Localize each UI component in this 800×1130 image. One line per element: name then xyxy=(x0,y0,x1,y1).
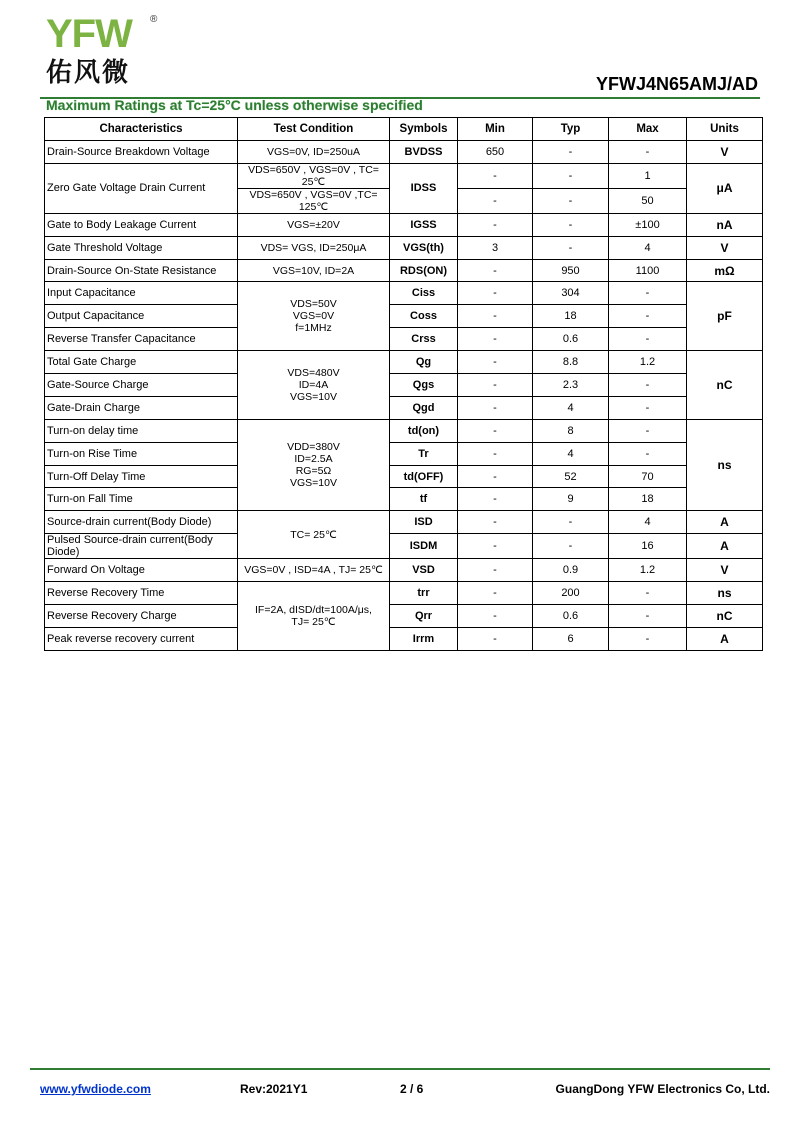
max-cell: - xyxy=(609,442,687,465)
table-row xyxy=(45,374,763,397)
min-cell: - xyxy=(458,465,533,488)
table-row xyxy=(45,328,763,351)
column-header: Characteristics xyxy=(45,118,238,141)
characteristic-cell: Turn-Off Delay Time xyxy=(45,465,238,488)
max-cell: 18 xyxy=(609,488,687,511)
company-logo xyxy=(46,14,166,94)
table-row xyxy=(45,488,763,511)
condition-cell xyxy=(238,582,390,651)
table-row xyxy=(45,259,763,282)
typ-cell: 6 xyxy=(533,627,609,650)
typ-cell: - xyxy=(533,213,609,236)
condition-cell xyxy=(238,419,390,511)
characteristic-cell: Drain-Source On-State Resistance xyxy=(45,259,238,282)
characteristic-cell: Pulsed Source-drain current(Body Diode) xyxy=(45,534,238,559)
unit-cell: ns xyxy=(687,582,763,605)
typ-cell: 304 xyxy=(533,282,609,305)
symbol-cell: td(OFF) xyxy=(390,465,458,488)
unit-cell: V xyxy=(687,559,763,582)
condition-cell: VGS=0V, ID=250uA xyxy=(238,140,390,163)
condition-cell: TC= 25℃ xyxy=(238,511,390,559)
min-cell: - xyxy=(458,419,533,442)
unit-cell: A xyxy=(687,511,763,534)
characteristic-cell: Reverse Recovery Time xyxy=(45,582,238,605)
characteristic-cell: Reverse Transfer Capacitance xyxy=(45,328,238,351)
max-cell: 4 xyxy=(609,236,687,259)
max-cell: 1100 xyxy=(609,259,687,282)
max-cell: ±100 xyxy=(609,213,687,236)
characteristic-cell: Forward On Voltage xyxy=(45,559,238,582)
min-cell: - xyxy=(458,213,533,236)
condition-cell: VDS=650V , VGS=0V ,TC= 125℃ xyxy=(238,188,390,213)
table-row xyxy=(45,236,763,259)
column-header: Min xyxy=(458,118,533,141)
table-row xyxy=(45,140,763,163)
table-row xyxy=(45,605,763,628)
unit-cell: V xyxy=(687,140,763,163)
typ-cell: - xyxy=(533,188,609,213)
logo-chinese-name: 佑风微 xyxy=(46,58,131,88)
logo-letters: YFW xyxy=(46,12,132,56)
min-cell: 650 xyxy=(458,140,533,163)
min-cell: - xyxy=(458,582,533,605)
typ-cell: 0.6 xyxy=(533,605,609,628)
max-cell: - xyxy=(609,605,687,628)
symbol-cell: ISDM xyxy=(390,534,458,559)
min-cell: - xyxy=(458,305,533,328)
unit-cell: ns xyxy=(687,419,763,511)
min-cell: - xyxy=(458,605,533,628)
typ-cell: 8.8 xyxy=(533,351,609,374)
characteristic-cell: Zero Gate Voltage Drain Current xyxy=(45,163,238,213)
unit-cell: μA xyxy=(687,163,763,213)
condition-cell: VDS= VGS, ID=250μA xyxy=(238,236,390,259)
characteristic-cell: Turn-on Fall Time xyxy=(45,488,238,511)
typ-cell: 4 xyxy=(533,396,609,419)
table-row xyxy=(45,627,763,650)
unit-cell: V xyxy=(687,236,763,259)
typ-cell: - xyxy=(533,534,609,559)
symbol-cell: Qgs xyxy=(390,374,458,397)
table-row xyxy=(45,465,763,488)
min-cell: - xyxy=(458,559,533,582)
characteristic-cell: Gate Threshold Voltage xyxy=(45,236,238,259)
symbol-cell: RDS(ON) xyxy=(390,259,458,282)
website-link[interactable]: www.yfwdiode.com xyxy=(40,1082,151,1096)
max-cell: 16 xyxy=(609,534,687,559)
typ-cell: 8 xyxy=(533,419,609,442)
table-row xyxy=(45,351,763,374)
table-row xyxy=(45,419,763,442)
symbol-cell: VSD xyxy=(390,559,458,582)
condition-line: ID=4A xyxy=(298,378,329,391)
characteristic-cell: Gate-Drain Charge xyxy=(45,396,238,419)
table-header-row xyxy=(45,118,763,141)
condition-cell: VGS=0V , ISD=4A , TJ= 25℃ xyxy=(238,559,390,582)
condition-cell: VDS=650V , VGS=0V , TC= 25℃ xyxy=(238,163,390,188)
symbol-cell: Tr xyxy=(390,442,458,465)
characteristic-cell: Output Capacitance xyxy=(45,305,238,328)
max-cell: 50 xyxy=(609,188,687,213)
symbol-cell: Qgd xyxy=(390,396,458,419)
symbol-cell: Crss xyxy=(390,328,458,351)
company-name: GuangDong YFW Electronics Co, Ltd. xyxy=(555,1082,770,1096)
typ-cell: - xyxy=(533,236,609,259)
condition-line: IF=2A, dISD/dt=100A/μs, xyxy=(255,603,372,616)
min-cell: - xyxy=(458,282,533,305)
max-cell: 1.2 xyxy=(609,351,687,374)
unit-cell: nC xyxy=(687,351,763,420)
table-row xyxy=(45,511,763,534)
condition-line: VGS=0V xyxy=(292,310,335,323)
unit-cell: mΩ xyxy=(687,259,763,282)
characteristic-cell: Input Capacitance xyxy=(45,282,238,305)
characteristic-cell: Gate-Source Charge xyxy=(45,374,238,397)
max-cell: 70 xyxy=(609,465,687,488)
condition-line: VGS=10V xyxy=(290,477,337,490)
characteristic-cell: Reverse Recovery Charge xyxy=(45,605,238,628)
typ-cell: 18 xyxy=(533,305,609,328)
characteristic-cell: Turn-on delay time xyxy=(45,419,238,442)
min-cell: - xyxy=(458,374,533,397)
section-title: Maximum Ratings at Tc=25°C unless otherwise specified xyxy=(46,97,423,113)
table-row xyxy=(45,442,763,465)
condition-line: TJ= 25℃ xyxy=(291,615,336,628)
min-cell: - xyxy=(458,534,533,559)
max-cell: 1.2 xyxy=(609,559,687,582)
max-cell: - xyxy=(609,282,687,305)
max-cell: 4 xyxy=(609,511,687,534)
typ-cell: 4 xyxy=(533,442,609,465)
typ-cell: 950 xyxy=(533,259,609,282)
column-header: Units xyxy=(687,118,763,141)
typ-cell: 52 xyxy=(533,465,609,488)
table-row xyxy=(45,305,763,328)
max-cell: - xyxy=(609,419,687,442)
min-cell: - xyxy=(458,627,533,650)
min-cell: - xyxy=(458,511,533,534)
characteristic-cell: Drain-Source Breakdown Voltage xyxy=(45,140,238,163)
symbol-cell: tf xyxy=(390,488,458,511)
symbol-cell: VGS(th) xyxy=(390,236,458,259)
typ-cell: 200 xyxy=(533,582,609,605)
symbol-cell: Coss xyxy=(390,305,458,328)
max-cell: - xyxy=(609,140,687,163)
max-cell: - xyxy=(609,328,687,351)
min-cell: - xyxy=(458,396,533,419)
min-cell: - xyxy=(458,488,533,511)
condition-cell: VGS=10V, ID=2A xyxy=(238,259,390,282)
unit-cell: nA xyxy=(687,213,763,236)
electrical-characteristics-table xyxy=(44,117,763,651)
symbol-cell: Qg xyxy=(390,351,458,374)
min-cell: - xyxy=(458,442,533,465)
condition-line: f=1MHz xyxy=(295,322,332,335)
typ-cell: 0.6 xyxy=(533,328,609,351)
characteristic-cell: Gate to Body Leakage Current xyxy=(45,213,238,236)
max-cell: - xyxy=(609,374,687,397)
symbol-cell: Ciss xyxy=(390,282,458,305)
symbol-cell: ISD xyxy=(390,511,458,534)
symbol-cell: Irrm xyxy=(390,627,458,650)
table-row xyxy=(45,582,763,605)
table-row xyxy=(45,282,763,305)
footer-divider xyxy=(30,1068,770,1070)
condition-line: VDS=50V xyxy=(290,298,337,311)
condition-cell: VGS=±20V xyxy=(238,213,390,236)
max-cell: - xyxy=(609,396,687,419)
symbol-cell: BVDSS xyxy=(390,140,458,163)
condition-line: VDS=480V xyxy=(287,366,340,379)
symbol-cell: IDSS xyxy=(390,163,458,213)
typ-cell: 2.3 xyxy=(533,374,609,397)
min-cell: - xyxy=(458,351,533,374)
max-cell: 1 xyxy=(609,163,687,188)
condition-line: VGS=10V xyxy=(290,390,337,403)
typ-cell: - xyxy=(533,140,609,163)
registered-mark: ® xyxy=(150,14,158,25)
characteristic-cell: Source-drain current(Body Diode) xyxy=(45,511,238,534)
table-row xyxy=(45,163,763,188)
unit-cell: pF xyxy=(687,282,763,351)
symbol-cell: td(on) xyxy=(390,419,458,442)
column-header: Symbols xyxy=(390,118,458,141)
column-header: Max xyxy=(609,118,687,141)
column-header: Test Condition xyxy=(238,118,390,141)
unit-cell: A xyxy=(687,627,763,650)
min-cell: - xyxy=(458,259,533,282)
characteristic-cell: Peak reverse recovery current xyxy=(45,627,238,650)
max-cell: - xyxy=(609,582,687,605)
page-number: 2 / 6 xyxy=(400,1082,424,1096)
condition-line: ID=2.5A xyxy=(294,453,333,466)
table-row xyxy=(45,396,763,419)
condition-line: RG=5Ω xyxy=(295,465,332,478)
table-row xyxy=(45,559,763,582)
max-cell: - xyxy=(609,627,687,650)
symbol-cell: trr xyxy=(390,582,458,605)
min-cell: - xyxy=(458,328,533,351)
min-cell: 3 xyxy=(458,236,533,259)
typ-cell: 9 xyxy=(533,488,609,511)
condition-line: VDD=380V xyxy=(287,441,340,454)
table-row xyxy=(45,213,763,236)
characteristic-cell: Turn-on Rise Time xyxy=(45,442,238,465)
typ-cell: - xyxy=(533,511,609,534)
unit-cell: A xyxy=(687,534,763,559)
table-row xyxy=(45,534,763,559)
typ-cell: - xyxy=(533,163,609,188)
characteristic-cell: Total Gate Charge xyxy=(45,351,238,374)
symbol-cell: Qrr xyxy=(390,605,458,628)
min-cell: - xyxy=(458,163,533,188)
symbol-cell: IGSS xyxy=(390,213,458,236)
typ-cell: 0.9 xyxy=(533,559,609,582)
part-number: YFWJ4N65AMJ/AD xyxy=(595,74,758,94)
max-cell: - xyxy=(609,305,687,328)
revision-label: Rev:2021Y1 xyxy=(240,1082,308,1096)
unit-cell: nC xyxy=(687,605,763,628)
min-cell: - xyxy=(458,188,533,213)
condition-cell xyxy=(238,351,390,420)
column-header: Typ xyxy=(533,118,609,141)
condition-cell xyxy=(238,282,390,351)
